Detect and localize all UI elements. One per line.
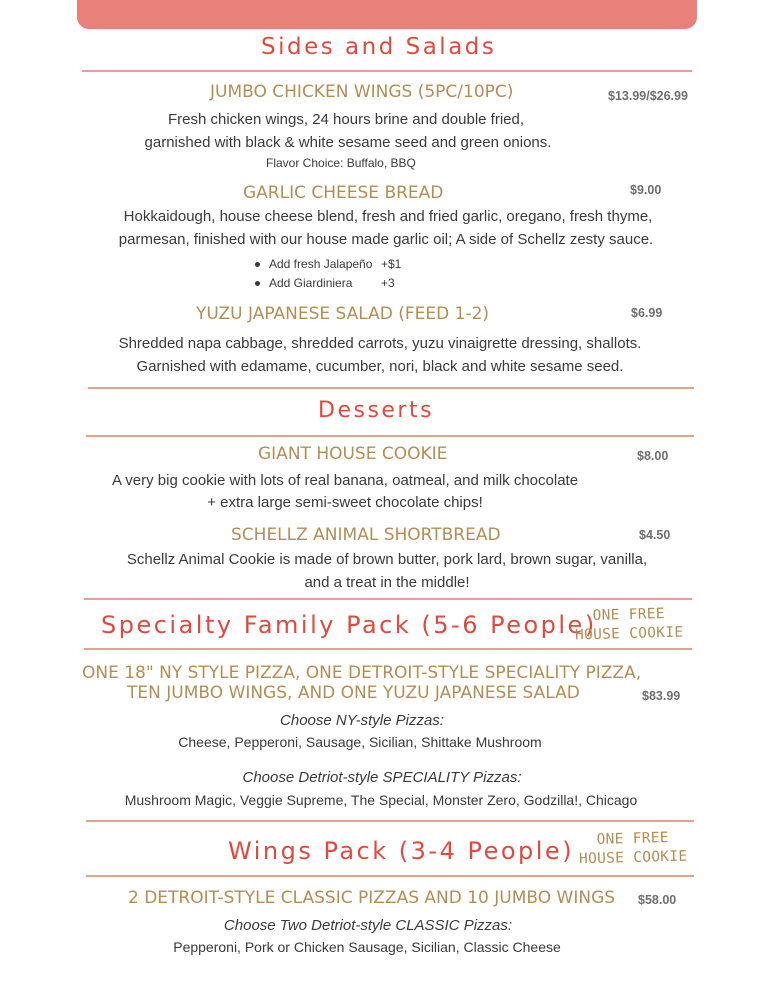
addon-giardiniera xyxy=(255,276,395,290)
addon-amount: +3 xyxy=(381,276,395,290)
item-price-yuzu-salad: $6.99 xyxy=(631,306,663,320)
top-banner xyxy=(77,0,697,29)
divider xyxy=(86,820,694,822)
section-title-wings-pack: Wings Pack (3-4 People) xyxy=(228,837,575,865)
divider xyxy=(86,435,694,437)
divider xyxy=(86,875,694,877)
divider xyxy=(84,648,692,650)
item-desc-yuzu-2: Garnished with edamame, cucumber, nori, black and white sesame seed. xyxy=(136,358,624,375)
item-price-wings-pack: $58.00 xyxy=(638,893,677,907)
item-name-wings: JUMBO CHICKEN WINGS (5PC/10PC) xyxy=(210,82,514,102)
divider xyxy=(88,387,694,389)
family-detroit-list: Mushroom Magic, Veggie Supreme, The Special, Monster Zero, Godzilla!, Chicago xyxy=(124,792,638,808)
item-name-family-2: TEN JUMBO WINGS, AND ONE YUZU JAPANESE SALAD xyxy=(127,683,580,703)
family-detroit-heading: Choose Detriot-style SPECIALITY Pizzas: xyxy=(242,769,522,786)
item-price-family: $83.99 xyxy=(642,689,681,703)
badge-line: ONE FREE xyxy=(592,606,666,624)
item-desc-cookie-1: A very big cookie with lots of real banana, oatmeal, and milk chocolate xyxy=(111,472,579,489)
bullet-icon xyxy=(255,281,260,286)
item-desc-shortbread-2: and a treat in the middle! xyxy=(304,574,470,591)
addon-label: Add fresh Jalapeño xyxy=(269,257,373,271)
item-desc-garlic-1: Hokkaidough, house cheese blend, fresh and fried garlic, oregano, fresh thyme, xyxy=(123,208,653,225)
addon-jalapeno xyxy=(255,257,402,271)
item-price-garlic-bread: $9.00 xyxy=(630,183,662,197)
item-name-garlic-bread: GARLIC CHEESE BREAD xyxy=(243,183,444,203)
divider xyxy=(84,598,692,600)
badge-line: HOUSE COOKIE xyxy=(578,848,688,868)
item-price-shortbread: $4.50 xyxy=(639,528,671,542)
family-ny-list: Cheese, Pepperoni, Sausage, Sicilian, Shittake Mushroom xyxy=(178,734,542,750)
item-note-wings: Flavor Choice: Buffalo, BBQ xyxy=(266,156,416,170)
addon-amount: +$1 xyxy=(381,257,402,271)
item-desc-garlic-2: parmesan, finished with our house made garlic oil; A side of Schellz zesty sauce. xyxy=(118,231,654,248)
divider xyxy=(82,70,692,72)
bullet-icon xyxy=(255,262,260,267)
item-name-cookie: GIANT HOUSE COOKIE xyxy=(258,444,448,464)
free-cookie-badge xyxy=(570,828,697,869)
item-desc-cookie-2: + extra large semi-sweet chocolate chips! xyxy=(207,494,483,511)
item-price-wings: $13.99/$26.99 xyxy=(608,89,688,103)
section-title-desserts: Desserts xyxy=(318,398,435,423)
section-title-family-pack: Specialty Family Pack (5-6 People) xyxy=(101,611,597,639)
item-name-shortbread: SCHELLZ ANIMAL SHORTBREAD xyxy=(231,525,501,545)
family-ny-heading: Choose NY-style Pizzas: xyxy=(280,712,444,729)
section-title-sides: Sides and Salads xyxy=(261,34,497,60)
badge-line: HOUSE COOKIE xyxy=(574,624,684,644)
wings-pack-list: Pepperoni, Pork or Chicken Sausage, Sicilian, Classic Cheese xyxy=(173,939,561,955)
item-name-yuzu-salad: YUZU JAPANESE SALAD (FEED 1-2) xyxy=(196,304,490,324)
item-price-cookie: $8.00 xyxy=(637,449,669,463)
item-name-family-1: ONE 18" NY STYLE PIZZA, ONE DETROIT-STYLE SPECIALITY PIZZA, xyxy=(82,663,642,683)
item-desc-yuzu-1: Shredded napa cabbage, shredded carrots, yuzu vinaigrette dressing, shallots. xyxy=(118,335,642,352)
item-desc-wings-2: garnished with black & white sesame seed and green onions. xyxy=(144,134,552,151)
item-desc-wings-1: Fresh chicken wings, 24 hours brine and double fried, xyxy=(167,111,525,128)
wings-pack-heading: Choose Two Detriot-style CLASSIC Pizzas: xyxy=(223,917,513,934)
item-desc-shortbread-1: Schellz Animal Cookie is made of brown butter, pork lard, brown sugar, vanilla, xyxy=(126,551,648,568)
addon-label: Add Giardiniera xyxy=(269,276,353,290)
item-name-wings-pack: 2 DETROIT-STYLE CLASSIC PIZZAS AND 10 JUMBO WINGS xyxy=(128,888,616,908)
free-cookie-badge xyxy=(566,604,693,645)
badge-line: ONE FREE xyxy=(596,830,670,848)
